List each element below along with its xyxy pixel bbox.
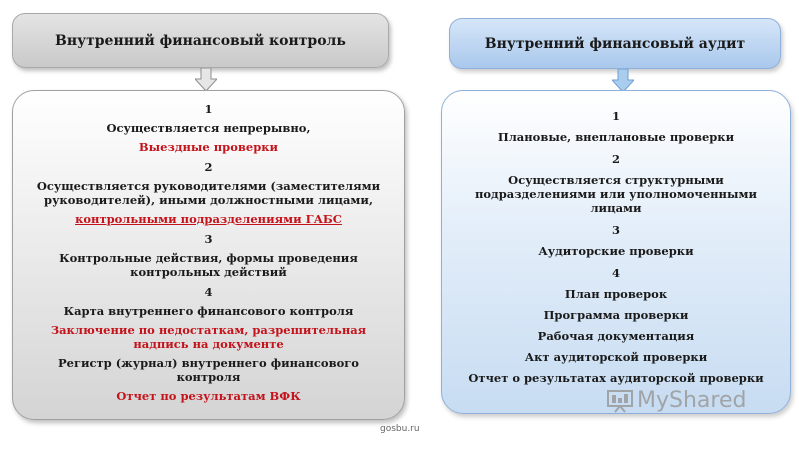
- list-item: Осуществляется структурными подразделениями или уполномоченными лицами: [474, 173, 758, 215]
- list-item: Карта внутреннего финансового контроля: [63, 304, 354, 318]
- list-item: Отчет о результатах аудиторской проверки: [468, 371, 764, 385]
- list-item: Акт аудиторской проверки: [524, 350, 708, 364]
- list-item: Осуществляется руководителями (заместителями руководителей), иными должностными лицами,: [36, 179, 381, 207]
- list-item: Регистр (журнал) внутреннего финансового контроля: [58, 356, 359, 384]
- down-arrow-icon: [195, 68, 217, 92]
- watermark-text: MyShared: [637, 388, 747, 413]
- list-item: Выездные проверки: [138, 140, 279, 154]
- list-item: Контрольные действия, формы проведения контрольных действий: [59, 251, 358, 279]
- section-number: 2: [611, 152, 620, 166]
- list-item: Отчет по результатам ВФК: [116, 389, 301, 403]
- watermark-logo: [607, 388, 746, 413]
- right-header-title: Внутренний финансовый аудит: [484, 35, 746, 52]
- section-number: 1: [204, 102, 213, 116]
- section-number: 2: [204, 160, 213, 174]
- section-number: 1: [611, 109, 620, 123]
- section-number: 4: [611, 266, 620, 280]
- source-caption: gosbu.ru: [380, 424, 420, 434]
- list-item: Осуществляется непрерывно,: [106, 121, 311, 135]
- right-header-box: [449, 18, 781, 69]
- right-content-panel: [441, 90, 791, 414]
- presentation-icon: [607, 389, 633, 413]
- list-item: Аудиторские проверки: [538, 244, 694, 258]
- section-number: 3: [204, 232, 213, 246]
- left-header-title: Внутренний финансовый контроль: [55, 32, 346, 49]
- list-item: План проверок: [564, 287, 668, 301]
- list-item: Плановые, внеплановые проверки: [497, 130, 735, 144]
- section-number: 4: [204, 285, 213, 299]
- left-content-panel: [12, 90, 405, 420]
- left-header-box: [12, 13, 389, 68]
- list-item: Заключение по недостаткам, разрешительная надпись на документе: [50, 323, 367, 351]
- section-number: 3: [611, 223, 620, 237]
- list-item: Рабочая документация: [537, 329, 695, 343]
- list-item: контрольными подразделениями ГАБС: [75, 212, 342, 226]
- list-item: Программа проверки: [543, 308, 689, 322]
